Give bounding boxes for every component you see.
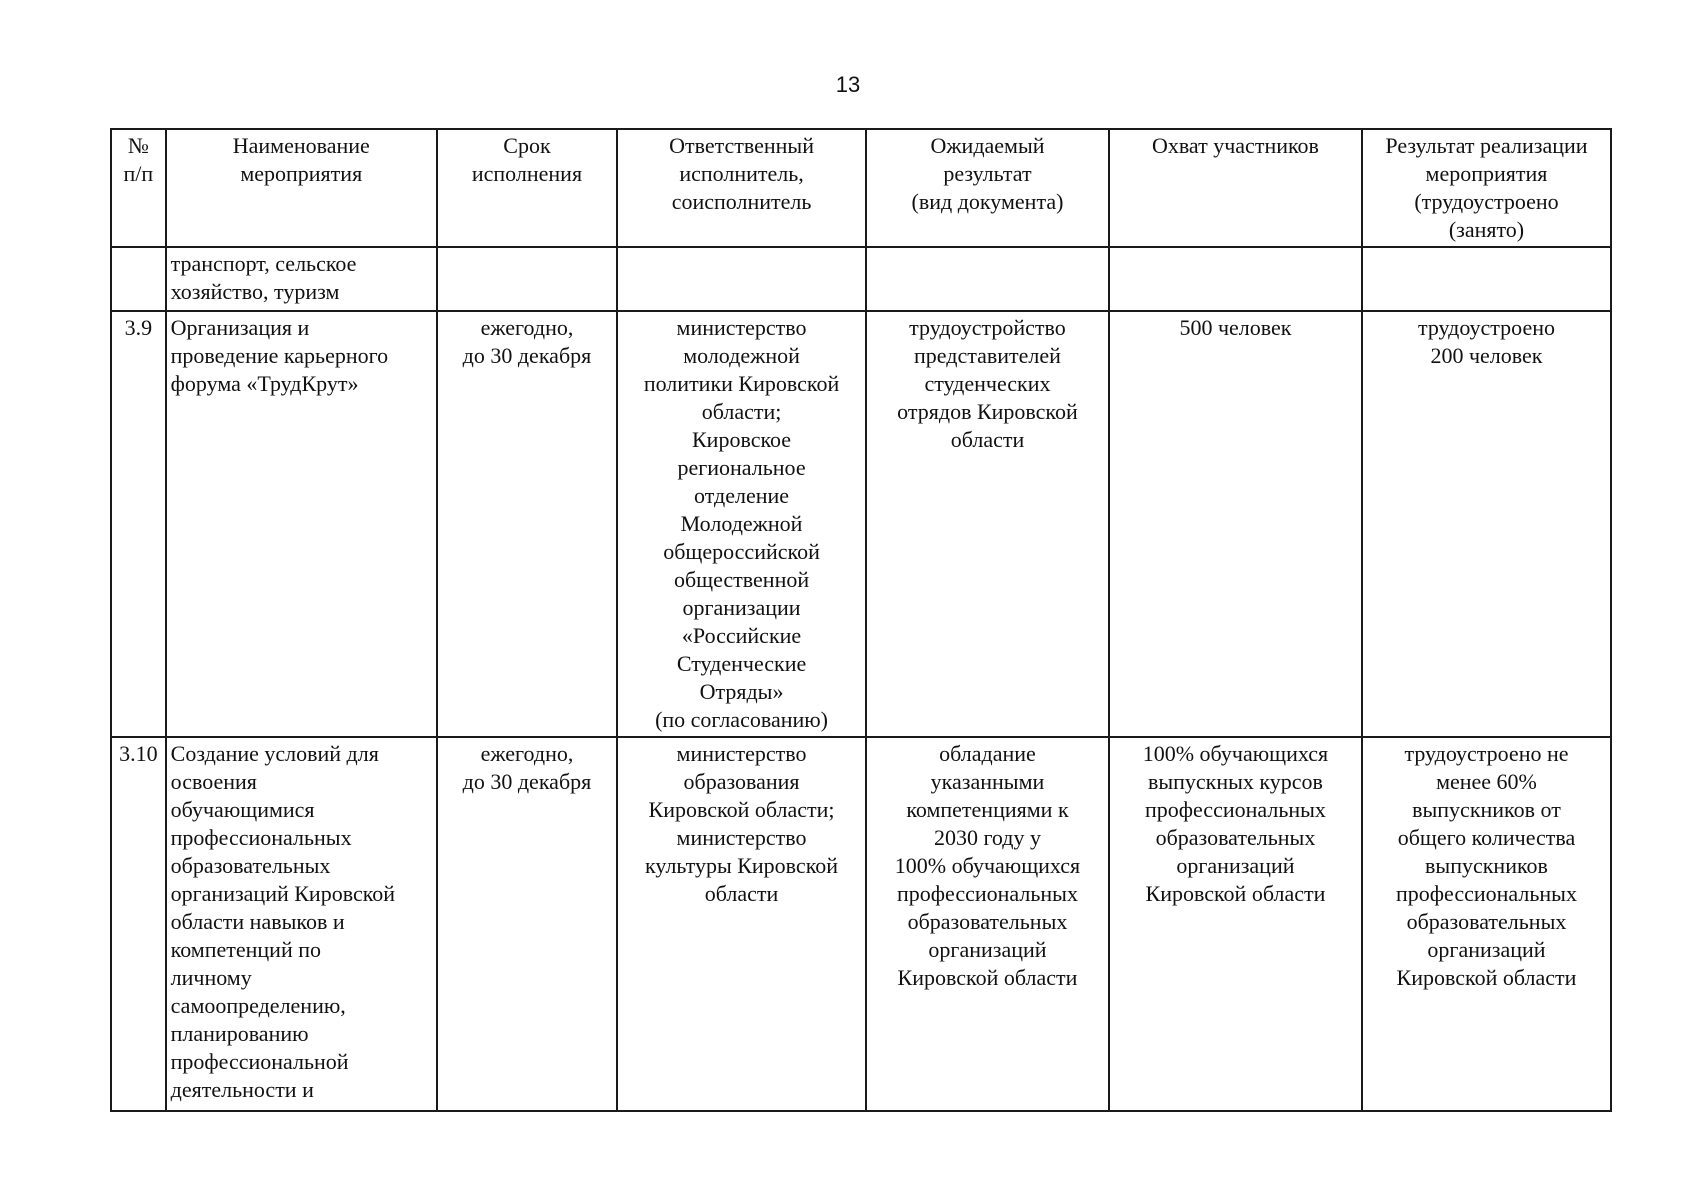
cell-text-line: форума «ТрудКрут» bbox=[170, 371, 359, 396]
cell-coverage bbox=[1109, 737, 1362, 1111]
cell-text-line: профессиональных bbox=[1144, 797, 1326, 822]
cell-text-line: министерство bbox=[676, 825, 807, 850]
cell-text-line: обладание bbox=[939, 741, 1036, 766]
cell-expected-result bbox=[866, 737, 1109, 1111]
cell-text-line: студенческих bbox=[924, 371, 1051, 396]
cell-text-line: образовательных bbox=[907, 909, 1068, 934]
cell-number bbox=[111, 311, 166, 737]
cell-text-line: ежегодно, bbox=[480, 741, 574, 766]
cell-text-line: 200 человек bbox=[1430, 343, 1543, 368]
cell-text-line: области bbox=[950, 427, 1025, 452]
cell-text-line: области bbox=[704, 881, 779, 906]
cell-term bbox=[437, 737, 617, 1111]
header-event-name bbox=[166, 129, 437, 247]
cell-text-line: образовательных bbox=[1155, 825, 1316, 850]
cell-text-line: 500 человек bbox=[1179, 315, 1292, 340]
events-table bbox=[110, 128, 1612, 1112]
cell-text-line: до 30 декабря bbox=[462, 769, 592, 794]
cell-responsible bbox=[617, 737, 866, 1111]
cell-text-line: трудоустройство bbox=[909, 315, 1066, 340]
header-number bbox=[111, 129, 166, 247]
cell-text-line: транспорт, сельское bbox=[170, 251, 357, 276]
cell-text-line: Кировской области; bbox=[648, 797, 835, 822]
header-text-line: Результат реализации bbox=[1385, 133, 1588, 158]
cell-text-line: (по согласованию) bbox=[655, 707, 829, 732]
cell-text-line: отделение bbox=[694, 483, 790, 508]
header-text-line: п/п bbox=[123, 161, 154, 186]
cell-term bbox=[437, 247, 617, 311]
cell-text-line: хозяйство, туризм bbox=[170, 279, 340, 304]
table-row bbox=[111, 737, 1611, 1111]
cell-text-line: 100% обучающихся bbox=[894, 853, 1081, 878]
cell-text-line: личному bbox=[170, 965, 252, 990]
header-text-line: Охват участников bbox=[1151, 133, 1319, 158]
cell-text-line: отрядов Кировской bbox=[897, 399, 1078, 424]
header-text-line: (трудоустроено bbox=[1414, 189, 1559, 214]
cell-number bbox=[111, 737, 166, 1111]
cell-text-line: планированию bbox=[170, 1021, 309, 1046]
header-text-line: исполнитель, bbox=[679, 161, 804, 186]
cell-text-line: Создание условий для bbox=[170, 741, 379, 766]
cell-text-line: компетенций по bbox=[170, 937, 321, 962]
cell-text-line: профессиональных bbox=[1396, 881, 1577, 906]
cell-text-line: «Российские bbox=[681, 623, 802, 648]
cell-event-name bbox=[166, 737, 437, 1111]
cell-text-line: 2030 году у bbox=[933, 825, 1041, 850]
cell-event-name bbox=[166, 247, 437, 311]
cell-text-line: общероссийской bbox=[663, 539, 820, 564]
cell-text-line: Студенческие bbox=[676, 651, 807, 676]
cell-text-line: министерство bbox=[676, 741, 807, 766]
cell-text-line: самоопределению, bbox=[170, 993, 346, 1018]
cell-term bbox=[437, 311, 617, 737]
cell-text-line: Кировской области bbox=[1145, 881, 1326, 906]
header-text-line: (вид документа) bbox=[911, 189, 1064, 214]
cell-text-line: проведение карьерного bbox=[170, 343, 389, 368]
header-text-line: мероприятия bbox=[1425, 161, 1548, 186]
page-number: 13 bbox=[835, 72, 861, 97]
cell-text-line: Отряды» bbox=[699, 679, 784, 704]
cell-text-line: выпускников bbox=[1425, 853, 1548, 878]
cell-text-line: компетенциями к bbox=[906, 797, 1069, 822]
cell-text-line: до 30 декабря bbox=[462, 343, 592, 368]
cell-text-line: области; bbox=[701, 399, 782, 424]
cell-text-line: обучающимися bbox=[170, 797, 315, 822]
cell-number bbox=[111, 247, 166, 311]
cell-text-line: общего количества bbox=[1397, 825, 1576, 850]
cell-text-line: организаций bbox=[1427, 937, 1546, 962]
cell-text-line: ежегодно, bbox=[480, 315, 574, 340]
cell-text-line: политики Кировской bbox=[643, 371, 840, 396]
header-expected-result bbox=[866, 129, 1109, 247]
cell-text-line: организаций Кировской bbox=[170, 881, 396, 906]
header-text-line: мероприятия bbox=[240, 161, 363, 186]
header-result bbox=[1362, 129, 1611, 247]
cell-text-line: культуры Кировской bbox=[645, 853, 839, 878]
cell-text-line: Организация и bbox=[170, 315, 310, 340]
cell-text-line: региональное bbox=[677, 455, 806, 480]
header-text-line: результат bbox=[943, 161, 1032, 186]
table-header-row bbox=[111, 129, 1611, 247]
cell-text-line: организаций bbox=[928, 937, 1047, 962]
cell-text-line: освоения bbox=[170, 769, 257, 794]
cell-text-line: Кировское bbox=[692, 427, 792, 452]
header-text-line: Ответственный bbox=[669, 133, 814, 158]
cell-text-line: общественной bbox=[673, 567, 810, 592]
header-text-line: (занято) bbox=[1448, 217, 1525, 242]
cell-text-line: образования bbox=[683, 769, 800, 794]
cell-result bbox=[1362, 247, 1611, 311]
header-text-line: Ожидаемый bbox=[930, 133, 1045, 158]
cell-coverage bbox=[1109, 311, 1362, 737]
table-row bbox=[111, 247, 1611, 311]
cell-text-line: 3.10 bbox=[119, 741, 158, 766]
cell-text-line: деятельности и bbox=[170, 1077, 314, 1102]
cell-text-line: области навыков и bbox=[170, 909, 345, 934]
cell-text-line: указанными bbox=[930, 769, 1045, 794]
header-text-line: Срок bbox=[503, 133, 551, 158]
cell-coverage bbox=[1109, 247, 1362, 311]
header-responsible bbox=[617, 129, 866, 247]
cell-text-line: профессиональных bbox=[170, 825, 352, 850]
cell-responsible bbox=[617, 247, 866, 311]
header-text-line: соисполнитель bbox=[671, 189, 812, 214]
header-coverage bbox=[1109, 129, 1362, 247]
cell-text-line: трудоустроено bbox=[1417, 315, 1555, 340]
cell-text-line: трудоустроено не bbox=[1404, 741, 1569, 766]
cell-text-line: выпускных курсов bbox=[1147, 769, 1323, 794]
cell-text-line: профессиональной bbox=[170, 1049, 349, 1074]
cell-text-line: 100% обучающихся bbox=[1142, 741, 1329, 766]
cell-text-line: образовательных bbox=[1406, 909, 1567, 934]
cell-text-line: профессиональных bbox=[897, 881, 1078, 906]
cell-text-line: организации bbox=[682, 595, 801, 620]
cell-text-line: представителей bbox=[914, 343, 1061, 368]
cell-result bbox=[1362, 737, 1611, 1111]
cell-text-line: 3.9 bbox=[124, 315, 153, 340]
cell-text-line: молодежной bbox=[683, 343, 800, 368]
cell-text-line: организаций bbox=[1176, 853, 1295, 878]
cell-text-line: Молодежной bbox=[680, 511, 803, 536]
header-text-line: Наименование bbox=[232, 133, 370, 158]
cell-text-line: Кировской области bbox=[1396, 965, 1577, 990]
header-text-line: исполнения bbox=[471, 161, 583, 186]
cell-result bbox=[1362, 311, 1611, 737]
table-row bbox=[111, 311, 1611, 737]
cell-text-line: министерство bbox=[676, 315, 807, 340]
cell-expected-result bbox=[866, 247, 1109, 311]
header-term bbox=[437, 129, 617, 247]
cell-text-line: менее 60% bbox=[1436, 769, 1537, 794]
header-text-line: № bbox=[127, 133, 149, 158]
cell-responsible bbox=[617, 311, 866, 737]
cell-text-line: образовательных bbox=[170, 853, 331, 878]
cell-event-name bbox=[166, 311, 437, 737]
cell-text-line: выпускников от bbox=[1412, 797, 1561, 822]
cell-expected-result bbox=[866, 311, 1109, 737]
cell-text-line: Кировской области bbox=[897, 965, 1078, 990]
